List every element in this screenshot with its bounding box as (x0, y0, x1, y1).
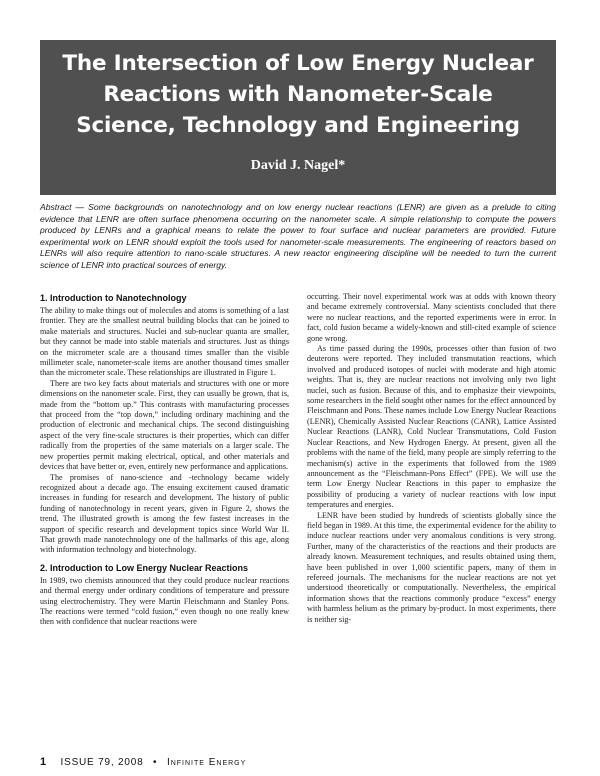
title-line-2: Reactions with Nanometer-Scale (103, 82, 493, 107)
section-1-heading: 1. Introduction to Nanotechnology (40, 293, 187, 303)
page-number: 1 (40, 756, 47, 768)
footer-separator: • (153, 757, 158, 768)
paragraph: There are two key facts about materials and structures with one or more dimensions on the nanometer scale. First, they can usually be grown, that is, made from the “bottom up.” This contrasts with manufacturing processes that proceed from the “top down,” including ordinary machining and the production of electronic and mechanical chips. The second distinguishing aspect of the very fine-scale structures is their properties, which can differ radically from the properties of the same materials on a larger scale. The new properties permit making electrical, optical, and other materials and devices that have better or, even, entirely new performance and applications. (40, 378, 289, 472)
magazine-name: Infinite Energy (166, 757, 247, 768)
page-footer (40, 756, 246, 768)
author-name: David J. Nagel* (250, 158, 346, 173)
issue-label: ISSUE 79, 2008 (60, 757, 144, 768)
title-banner (40, 40, 556, 195)
paragraph: LENR have been studied by hundreds of scientists globally since the field began in 1989. At this time, the experimental evidence for the ability to induce nuclear reactions under very anomalous conditions is very strong. Further, many of the characteristics of the reactions and their products are already known. Measurement techniques, and results obtained using them, have been published in over 1,000 scientific papers, many of them in refereed journals. The mechanisms for the nuclear reactions are not yet understood theoretically or computationally. Nevertheless, the empirical information shows that the reactions commonly produce “excess” energy with harmless helium as the primary by-product. In most experiments, there is neither sig- (307, 510, 556, 624)
title-line-1: The Intersection of Low Energy Nuclear (62, 51, 534, 76)
left-column (40, 292, 289, 628)
paragraph: occurring. Their novel experimental work was at odds with known theory and became extremely controversial. Many scientists concluded that there were no nuclear reactions, and the reported experiments were in error. In fact, cold fusion became a widely-known and still-cited example of science gone wrong. (307, 292, 556, 343)
paragraph: The promises of nano-science and -technology became widely recognized about a decade ago. The ensuing excitement caused dramatic increases in funding for research and development. The history of public funding of nanotechnology in recent years, given in Figure 2, shows the trend. The illustrated growth is among the few fastest increases in the support of specific research and development topics since World War II. That growth made nanotechnology one of the hallmarks of this age, along with information technology and biotechnology. (40, 472, 289, 555)
paragraph: The ability to make things out of molecules and atoms is something of a last frontier. They are the smallest neutral building blocks that can be joined to make materials and structures. Nuclei and sub-nuclear quanta are smaller, but they cannot be made into stable materials and structures. Just as things on the micrometer scale are a thousand times smaller than the visible millimeter scale, nanometer-scale items are another thousand times smaller than the micrometer scale. These relationships are illustrated in Figure 1. (40, 306, 289, 378)
paragraph: As time passed during the 1990s, processes other than fusion of two deuterons were reported. They included transmutation reactions, which involved and produced isotopes of nuclei with moderate and high atomic weights. That is, they are nuclear reactions not involving only two light nuclei, such as fusion. Because of this, and to emphasize their viewpoints, some researchers in the field sought other names for the effect announced by Fleischmann and Pons. These names include Low Energy Nuclear Reactions (LENR), Chemically Assisted Nuclear Reactions (CANR), Lattice Assisted Nuclear Reactions (LANR), Cold Nuclear Transmutations, Cold Fusion Nuclear Reactions, and New Hydrogen Energy. At present, given all the problems with the name of the field, many people are simply referring to the mechanism(s) active in the experiments that followed from the 1989 announcement as the “Fleischmann-Pons Effect” (FPE). We will use the term Low Energy Nuclear Reactions in this paper to emphasize the possibility of producing a variety of nuclear reactions with low input temperatures and energies. (307, 344, 556, 510)
section-2-heading: 2. Introduction to Low Energy Nuclear Reactions (40, 562, 249, 573)
paragraph: In 1989, two chemists announced that they could produce nuclear reactions and thermal energy under ordinary conditions of temperature and pressure using electrochemistry. They were Martin Fleischmann and Stanley Pons. The reactions were termed “cold fusion,” even though no one really knew then with confidence that nuclear reactions were (40, 575, 289, 627)
abstract: Abstract — Some backgrounds on nanotechnology and on low energy nuclear reactions (LENR) are given as a prelude to citing evidence that LENR are often surface phenomena occurring on the nanometer scale. A simple relationship to compute the powers produced by LENRs and a graphical means to relate the power to four surface and nuclear parameters are provided. Future experimental work on LENR should exploit the tools used for nanometer-scale measurements. The engineering of reactors based on LENRs will also require attention to nano-scale structures. A new reactor engineering discipline will be needed to turn the current science of LENR into practical sources of energy. (40, 202, 556, 270)
right-column (307, 292, 556, 625)
title-line-3: Science, Technology and Engineering (76, 113, 520, 138)
article-title (40, 48, 556, 141)
